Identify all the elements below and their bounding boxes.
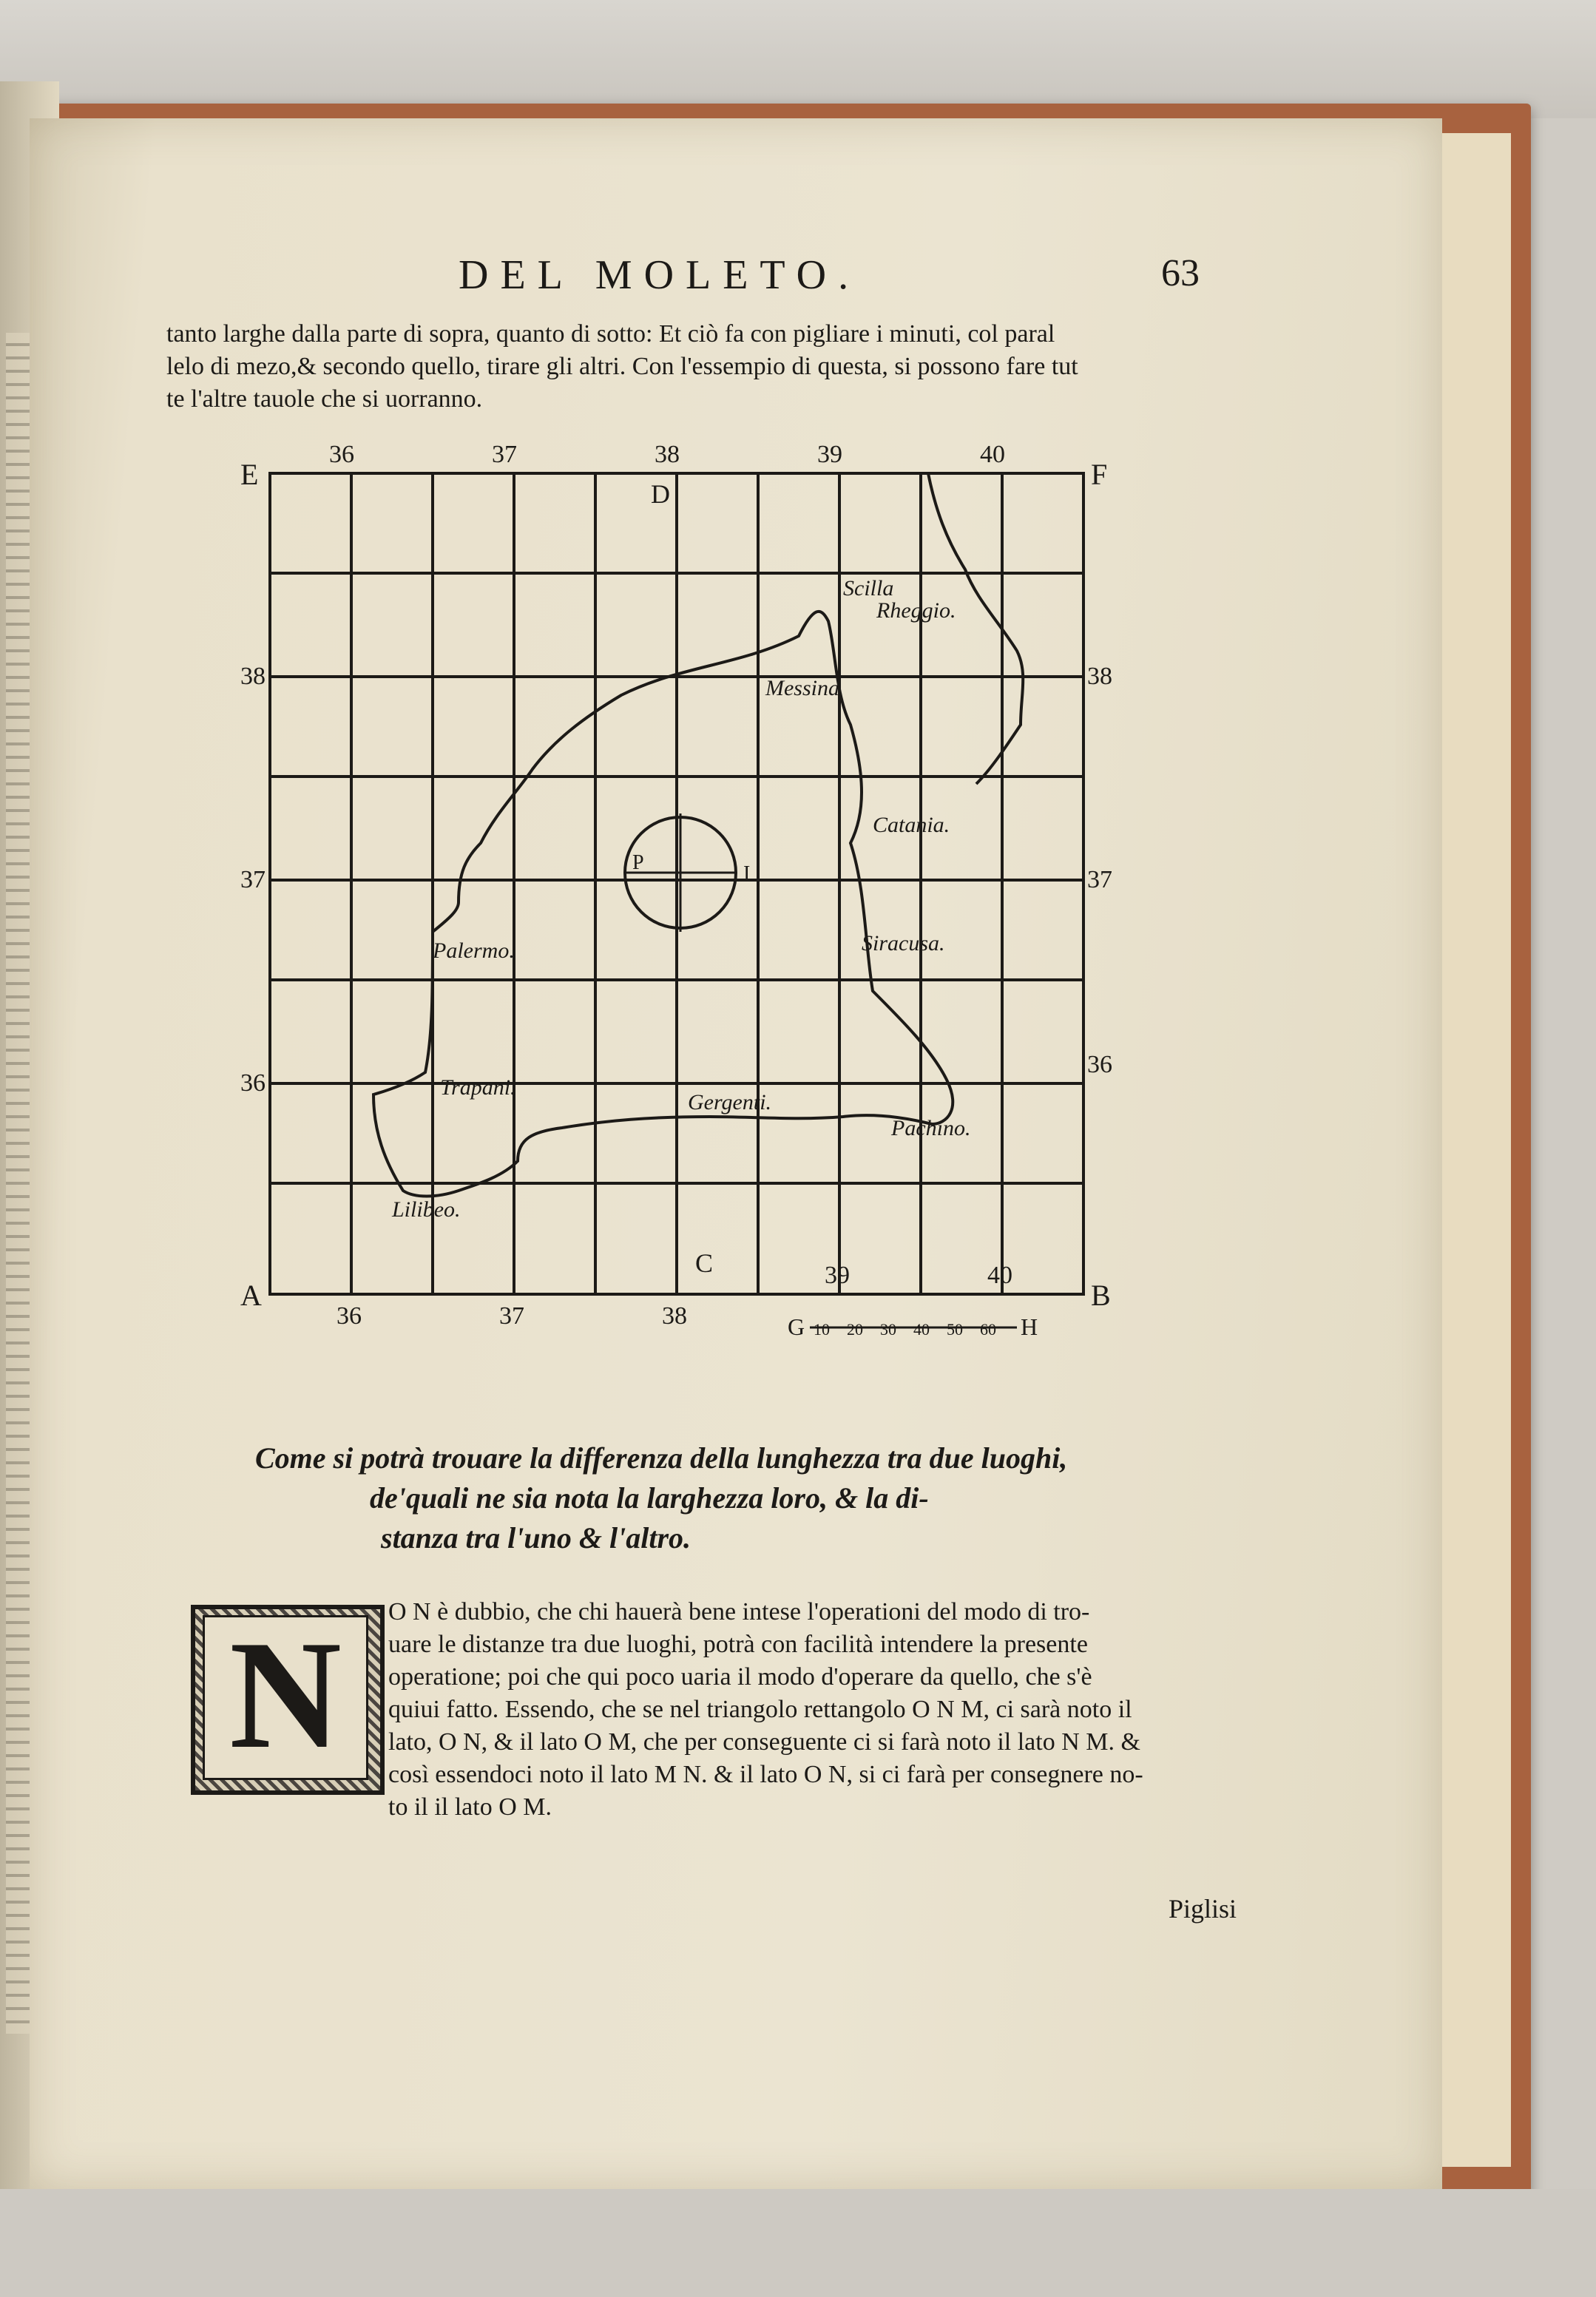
map-label-f: F: [1091, 458, 1108, 491]
running-title: DEL MOLETO.: [459, 252, 861, 298]
intro-line: te l'altre tauole che si uorranno.: [166, 385, 483, 413]
scale-tick: 30: [880, 1320, 896, 1339]
catchword: Piglisi: [1169, 1894, 1237, 1924]
intro-paragraph: [166, 318, 1224, 416]
bottom-degree: 39: [825, 1262, 850, 1289]
scale-tick: 20: [847, 1320, 863, 1339]
section-title-line: de'quali ne sia nota la larghezza loro, & la di-: [370, 1481, 929, 1515]
map-label-b: B: [1091, 1279, 1111, 1312]
map-label-d: D: [651, 479, 670, 509]
place-lilibeo: Lilibeo.: [392, 1197, 461, 1222]
place-messina: Messina: [765, 676, 839, 700]
place-scilla: Scilla: [843, 576, 894, 601]
place-pachino: Pachino.: [891, 1116, 971, 1140]
place-catania: Catania.: [873, 813, 950, 837]
body-line: quiui fatto. Essendo, che se nel triangolo rettangolo O N M, ci sarà noto il: [388, 1696, 1132, 1723]
body-line: così essendoci noto il lato M N. & il lato O N, si ci farà per consegnere no-: [388, 1761, 1143, 1788]
place-trapani: Trapani.: [440, 1075, 516, 1100]
body-paragraph: [388, 1596, 1254, 1824]
background-top: [0, 0, 1596, 118]
scale-start: G: [788, 1313, 805, 1339]
scale-tick: 40: [913, 1320, 930, 1339]
right-degree: 37: [1087, 866, 1112, 893]
place-rheggio: Rheggio.: [876, 598, 956, 623]
scale-tick: 60: [980, 1320, 996, 1339]
intro-line: lelo di mezo,& secondo quello, tirare gli altri. Con l'essempio di questa, si possono fare tut: [166, 353, 1078, 380]
right-degree: 36: [1087, 1051, 1112, 1078]
top-degree: 37: [492, 441, 517, 468]
map-label-e: E: [240, 458, 259, 491]
section-title: [255, 1438, 1217, 1558]
bottom-degree: 37: [499, 1302, 524, 1330]
map-label-i: I: [743, 862, 751, 885]
map-label-c: C: [695, 1248, 714, 1278]
page-number: 63: [1161, 252, 1200, 294]
body-line: uare le distanze tra due luoghi, potrà con facilità intendere la presente: [388, 1631, 1088, 1658]
body-line: operatione; poi che qui poco uaria il modo d'operare da quello, che s'è: [388, 1663, 1092, 1691]
left-degree: 38: [240, 663, 266, 690]
initial-letter: N: [203, 1615, 368, 1780]
calabria-coast: [928, 473, 1023, 784]
background-bottom: [0, 2189, 1596, 2297]
scale-tick: 10: [814, 1320, 830, 1339]
map-label-a: A: [240, 1279, 262, 1312]
body-line: O N è dubbio, che chi hauerà bene intese l'operationi del modo di tro-: [388, 1598, 1090, 1626]
section-title-line: Come si potrà trouare la differenza della lunghezza tra due luoghi,: [255, 1441, 1068, 1475]
place-gergenti: Gergenti.: [688, 1090, 772, 1114]
scale-tick: 50: [947, 1320, 963, 1339]
intro-line: tanto larghe dalla parte di sopra, quanto di sotto: Et ciò fa con pigliare i minuti, col paral: [166, 320, 1055, 348]
scale-end: H: [1021, 1313, 1038, 1339]
place-palermo: Palermo.: [433, 938, 515, 963]
sicily-coastline: [373, 612, 953, 1197]
right-degree: 38: [1087, 663, 1112, 690]
bottom-degree: 38: [662, 1302, 687, 1330]
bottom-degree: 40: [987, 1262, 1012, 1289]
map-label-p: P: [632, 851, 644, 874]
distance-scale: [788, 1313, 1038, 1339]
body-line: lato, O N, & il lato O M, che per conseguente ci si farà noto il lato N M. &: [388, 1728, 1140, 1756]
place-siracusa: Siracusa.: [862, 931, 945, 955]
bottom-degree: 36: [337, 1302, 362, 1330]
top-degree: 38: [655, 441, 680, 468]
top-degree: 40: [980, 441, 1005, 468]
decorated-initial: [191, 1605, 385, 1795]
body-line: to il il lato O M.: [388, 1793, 552, 1821]
top-degree: 36: [329, 441, 354, 468]
left-degree: 37: [240, 866, 266, 893]
sicily-map: [237, 429, 1154, 1339]
top-degree: 39: [817, 441, 842, 468]
section-title-line: stanza tra l'uno & l'altro.: [381, 1521, 692, 1555]
left-degree: 36: [240, 1069, 266, 1097]
